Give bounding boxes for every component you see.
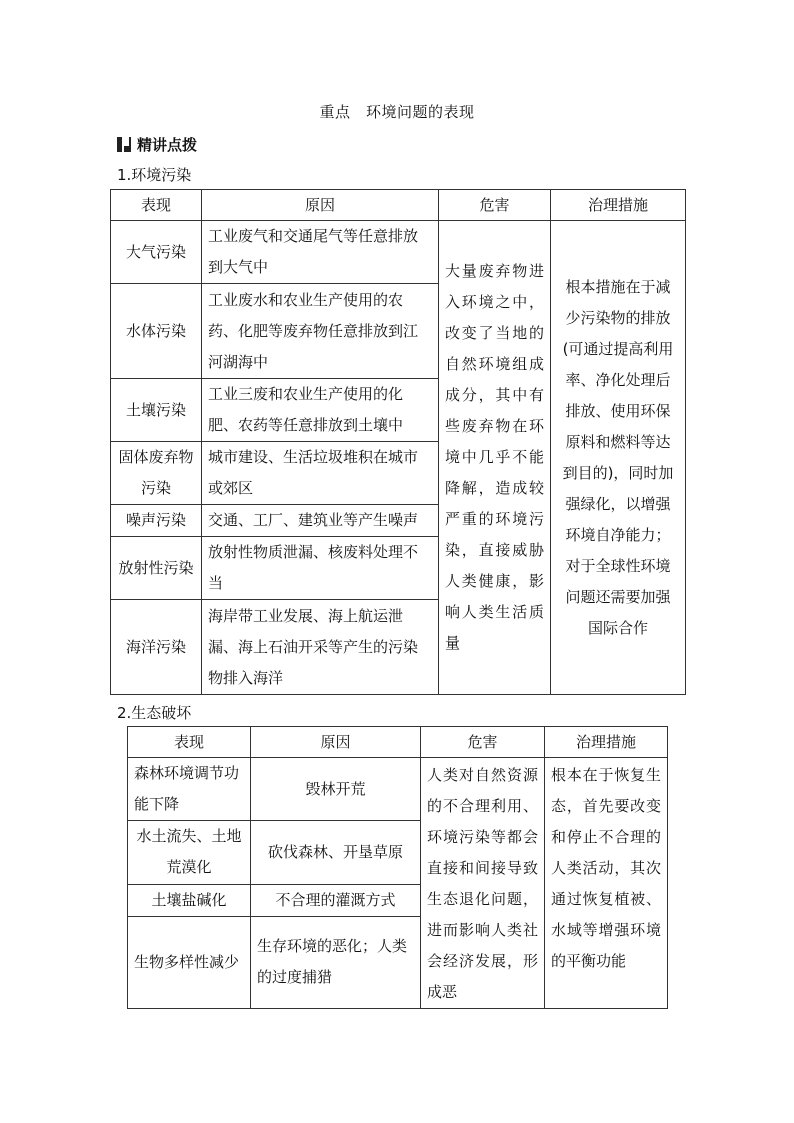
- pollution-table: [110, 189, 686, 695]
- cause-cell: 城市建设、生活垃圾堆积在城市或郊区: [202, 442, 439, 505]
- ecology-heading: 2.生态破坏: [117, 704, 192, 722]
- cause-cell: 工业废气和交通尾气等任意排放到大气中: [202, 221, 439, 284]
- ecology-table: [127, 726, 668, 1009]
- cause-cell: 生存环境的恶化；人类的过度捕猎: [251, 916, 421, 1008]
- cause-cell: 放射性物质泄漏、核废料处理不当: [202, 537, 439, 600]
- header-cell: 治理措施: [545, 727, 668, 758]
- cause-cell: 砍伐森林、开垦草原: [251, 821, 421, 884]
- cause-cell: 工业三废和农业生产使用的化肥、农药等任意排放到土壤中: [202, 379, 439, 442]
- section-marker-icon: [117, 137, 131, 152]
- table-header-row: [111, 190, 686, 221]
- type-cell: 生物多样性减少: [128, 916, 251, 1008]
- header-cell: 原因: [202, 190, 439, 221]
- cause-cell: 不合理的灌溉方式: [251, 884, 421, 916]
- cause-cell: 工业废水和农业生产使用的农药、化肥等废弃物任意排放到江河湖海中: [202, 284, 439, 379]
- header-cell: 治理措施: [551, 190, 686, 221]
- measures-cell: 根本在于恢复生态，首先要改变和停止不合理的人类活动，其次通过恢复植被、水域等增强环境的平衡功能: [545, 758, 668, 1009]
- type-cell: 噪声污染: [111, 505, 202, 537]
- cause-cell: 毁林开荒: [251, 758, 421, 821]
- header-cell: 危害: [421, 727, 545, 758]
- harm-cell: 大量废弃物进入环境之中，改变了当地的自然环境组成成分，其中有些废弃物在环境中几乎不能降解，造成较严重的环境污染，直接威胁人类健康，影响人类生活质量: [439, 221, 551, 695]
- type-cell: 海洋污染: [111, 600, 202, 695]
- harm-cell: 人类对自然资源的不合理利用、环境污染等都会直接和间接导致生态退化问题，进而影响人类社会经济发展，形成恶: [421, 758, 545, 1009]
- type-cell: 水土流失、土地荒漠化: [128, 821, 251, 884]
- section-header: [117, 134, 197, 155]
- type-cell: 大气污染: [111, 221, 202, 284]
- page-title: 重点 环境问题的表现: [319, 103, 475, 121]
- header-cell: 原因: [251, 727, 421, 758]
- type-cell: 森林环境调节功能下降: [128, 758, 251, 821]
- header-cell: 危害: [439, 190, 551, 221]
- table-row: [128, 758, 668, 821]
- table-row: [111, 221, 686, 284]
- header-cell: 表现: [111, 190, 202, 221]
- pollution-heading: 1.环境污染: [117, 166, 192, 184]
- section-label: 精讲点拨: [137, 136, 198, 154]
- type-cell: 固体废弃物污染: [111, 442, 202, 505]
- type-cell: 土壤盐碱化: [128, 884, 251, 916]
- cause-cell: 海岸带工业发展、海上航运泄漏、海上石油开采等产生的污染物排入海洋: [202, 600, 439, 695]
- header-cell: 表现: [128, 727, 251, 758]
- measures-cell: 根本措施在于减少污染物的排放(可通过提高利用率、净化处理后排放、使用环保原料和燃料等达到目的)，同时加强绿化，以增强环境自净能力；对于全球性环境问题还需要加强国际合作: [551, 221, 686, 695]
- table-header-row: [128, 727, 668, 758]
- type-cell: 土壤污染: [111, 379, 202, 442]
- cause-cell: 交通、工厂、建筑业等产生噪声: [202, 505, 439, 537]
- type-cell: 水体污染: [111, 284, 202, 379]
- type-cell: 放射性污染: [111, 537, 202, 600]
